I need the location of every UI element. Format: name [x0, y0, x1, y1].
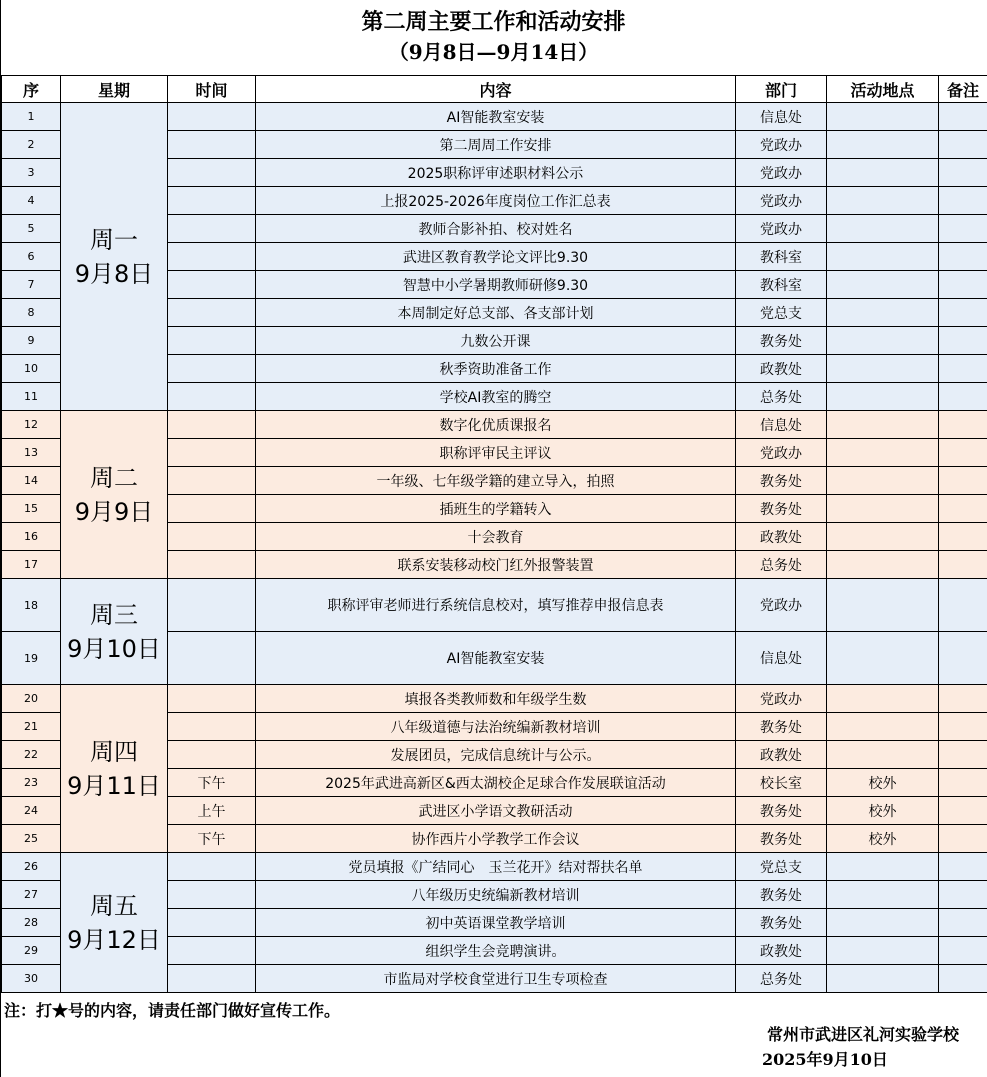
- row-location: [827, 439, 939, 467]
- row-dept: 政教处: [736, 355, 827, 383]
- row-dept: 总务处: [736, 965, 827, 993]
- row-note: [939, 271, 987, 299]
- row-dept: 政教处: [736, 523, 827, 551]
- row-seq: 20: [2, 685, 61, 713]
- row-seq: 3: [2, 159, 61, 187]
- row-seq: 29: [2, 937, 61, 965]
- row-time: [168, 632, 256, 685]
- row-content: 武进区小学语文教研活动: [256, 797, 736, 825]
- day-name: 周一: [90, 225, 138, 254]
- row-location: [827, 632, 939, 685]
- row-content: 秋季资助准备工作: [256, 355, 736, 383]
- day-name: 周二: [90, 463, 138, 492]
- day-name: 周五: [90, 891, 138, 920]
- row-dept: 党政办: [736, 215, 827, 243]
- row-note: [939, 439, 987, 467]
- row-note: [939, 713, 987, 741]
- row-note: [939, 909, 987, 937]
- row-note: [939, 187, 987, 215]
- row-time: [168, 909, 256, 937]
- row-location: [827, 187, 939, 215]
- row-location: [827, 741, 939, 769]
- row-note: [939, 467, 987, 495]
- row-dept: 教科室: [736, 271, 827, 299]
- row-seq: 19: [2, 632, 61, 685]
- row-dept: 教务处: [736, 713, 827, 741]
- table-row: [2, 103, 987, 131]
- row-seq: 28: [2, 909, 61, 937]
- row-time: [168, 383, 256, 411]
- row-location: [827, 881, 939, 909]
- row-dept: 教务处: [736, 467, 827, 495]
- row-time: [168, 937, 256, 965]
- row-dept: 教务处: [736, 881, 827, 909]
- row-content: 2025职称评审述职材料公示: [256, 159, 736, 187]
- row-location: [827, 411, 939, 439]
- row-time: [168, 741, 256, 769]
- row-seq: 25: [2, 825, 61, 853]
- row-content: 上报2025-2026年度岗位工作汇总表: [256, 187, 736, 215]
- day-name: 周三: [90, 600, 138, 629]
- row-content: 2025年武进高新区&西太湖校企足球合作发展联谊活动: [256, 769, 736, 797]
- header-location: 活动地点: [827, 76, 939, 103]
- row-note: [939, 243, 987, 271]
- row-note: [939, 769, 987, 797]
- page-title: 第二周主要工作和活动安排: [361, 9, 626, 35]
- header-day: 星期: [61, 76, 168, 103]
- row-dept: 教务处: [736, 797, 827, 825]
- row-seq: 6: [2, 243, 61, 271]
- row-time: 下午: [168, 769, 256, 797]
- row-note: [939, 523, 987, 551]
- row-time: 下午: [168, 825, 256, 853]
- row-content: 组织学生会竞聘演讲。: [256, 937, 736, 965]
- row-dept: 政教处: [736, 741, 827, 769]
- day-cell: [61, 853, 168, 993]
- row-location: [827, 383, 939, 411]
- title-block: [0, 0, 987, 75]
- row-time: 上午: [168, 797, 256, 825]
- row-content: 第二周周工作安排: [256, 131, 736, 159]
- row-content: 发展团员，完成信息统计与公示。: [256, 741, 736, 769]
- row-dept: 信息处: [736, 632, 827, 685]
- row-seq: 4: [2, 187, 61, 215]
- row-location: [827, 909, 939, 937]
- row-seq: 27: [2, 881, 61, 909]
- row-location: [827, 159, 939, 187]
- row-note: [939, 411, 987, 439]
- row-time: [168, 881, 256, 909]
- row-seq: 5: [2, 215, 61, 243]
- row-note: [939, 327, 987, 355]
- row-dept: 校长室: [736, 769, 827, 797]
- table-row: [2, 411, 987, 439]
- row-time: [168, 299, 256, 327]
- header-note: 备注: [939, 76, 987, 103]
- row-time: [168, 467, 256, 495]
- row-note: [939, 579, 987, 632]
- row-seq: 17: [2, 551, 61, 579]
- row-dept: 信息处: [736, 103, 827, 131]
- row-seq: 16: [2, 523, 61, 551]
- footer-organization: 常州市武进区礼河实验学校: [766, 1025, 959, 1044]
- row-note: [939, 299, 987, 327]
- day-date: 9月12日: [67, 925, 161, 954]
- row-seq: 8: [2, 299, 61, 327]
- row-content: 十会教育: [256, 523, 736, 551]
- row-content: 数字化优质课报名: [256, 411, 736, 439]
- row-time: [168, 965, 256, 993]
- table-row: [2, 685, 987, 713]
- row-location: [827, 299, 939, 327]
- row-seq: 7: [2, 271, 61, 299]
- row-location: 校外: [827, 769, 939, 797]
- row-seq: 23: [2, 769, 61, 797]
- table-header-row: [2, 76, 987, 103]
- row-note: [939, 965, 987, 993]
- row-time: [168, 551, 256, 579]
- row-location: [827, 713, 939, 741]
- row-note: [939, 103, 987, 131]
- row-seq: 30: [2, 965, 61, 993]
- row-dept: 党政办: [736, 579, 827, 632]
- row-time: [168, 523, 256, 551]
- row-seq: 12: [2, 411, 61, 439]
- row-dept: 党政办: [736, 439, 827, 467]
- row-note: [939, 937, 987, 965]
- day-cell: [61, 579, 168, 685]
- row-time: [168, 187, 256, 215]
- row-location: [827, 551, 939, 579]
- row-time: [168, 853, 256, 881]
- row-content: 教师合影补拍、校对姓名: [256, 215, 736, 243]
- row-content: AI智能教室安装: [256, 632, 736, 685]
- row-time: [168, 713, 256, 741]
- row-seq: 14: [2, 467, 61, 495]
- row-time: [168, 215, 256, 243]
- row-time: [168, 271, 256, 299]
- row-seq: 21: [2, 713, 61, 741]
- row-seq: 24: [2, 797, 61, 825]
- row-dept: 党政办: [736, 159, 827, 187]
- row-content: 智慧中小学暑期教师研修9.30: [256, 271, 736, 299]
- row-location: [827, 467, 939, 495]
- header-content: 内容: [256, 76, 736, 103]
- row-time: [168, 495, 256, 523]
- day-cell: [61, 103, 168, 411]
- row-dept: 总务处: [736, 551, 827, 579]
- row-location: [827, 937, 939, 965]
- schedule-table: [1, 75, 987, 993]
- day-date: 9月8日: [74, 259, 154, 288]
- row-seq: 2: [2, 131, 61, 159]
- row-content: 一年级、七年级学籍的建立导入，拍照: [256, 467, 736, 495]
- row-time: [168, 103, 256, 131]
- row-dept: 党政办: [736, 685, 827, 713]
- row-location: [827, 215, 939, 243]
- row-location: [827, 131, 939, 159]
- row-time: [168, 685, 256, 713]
- row-seq: 1: [2, 103, 61, 131]
- row-note: [939, 881, 987, 909]
- row-time: [168, 159, 256, 187]
- row-seq: 15: [2, 495, 61, 523]
- row-time: [168, 243, 256, 271]
- footer-note: 注：打★号的内容，请责任部门做好宣传工作。: [4, 1001, 341, 1020]
- row-location: [827, 685, 939, 713]
- row-note: [939, 632, 987, 685]
- row-time: [168, 327, 256, 355]
- table-row: [2, 853, 987, 881]
- header-dept: 部门: [736, 76, 827, 103]
- day-name: 周四: [90, 737, 138, 766]
- row-note: [939, 131, 987, 159]
- row-dept: 政教处: [736, 937, 827, 965]
- row-note: [939, 215, 987, 243]
- row-content: 八年级道德与法治统编新教材培训: [256, 713, 736, 741]
- row-content: 市监局对学校食堂进行卫生专项检查: [256, 965, 736, 993]
- row-dept: 教务处: [736, 909, 827, 937]
- page-subtitle: （9月8日—9月14日）: [388, 40, 599, 64]
- table-row: [2, 579, 987, 632]
- row-dept: 教务处: [736, 825, 827, 853]
- row-content: 党员填报《广结同心 玉兰花开》结对帮扶名单: [256, 853, 736, 881]
- row-location: [827, 853, 939, 881]
- row-dept: 教务处: [736, 495, 827, 523]
- row-seq: 9: [2, 327, 61, 355]
- row-content: 学校AI教室的腾空: [256, 383, 736, 411]
- row-dept: 信息处: [736, 411, 827, 439]
- row-content: 职称评审老师进行系统信息校对，填写推荐申报信息表: [256, 579, 736, 632]
- row-content: 八年级历史统编新教材培训: [256, 881, 736, 909]
- row-dept: 党政办: [736, 131, 827, 159]
- day-date: 9月11日: [67, 771, 161, 800]
- row-content: 初中英语课堂教学培训: [256, 909, 736, 937]
- row-seq: 22: [2, 741, 61, 769]
- row-content: 武进区教育教学论文评比9.30: [256, 243, 736, 271]
- row-note: [939, 355, 987, 383]
- row-content: 填报各类教师数和年级学生数: [256, 685, 736, 713]
- row-content: 联系安装移动校门红外报警装置: [256, 551, 736, 579]
- day-date: 9月9日: [74, 497, 154, 526]
- footer-date: 2025年9月10日: [762, 1050, 888, 1069]
- row-content: 本周制定好总支部、各支部计划: [256, 299, 736, 327]
- day-cell: [61, 411, 168, 579]
- day-cell: [61, 685, 168, 853]
- row-note: [939, 741, 987, 769]
- day-date: 9月10日: [67, 634, 161, 663]
- row-seq: 11: [2, 383, 61, 411]
- row-content: 九数公开课: [256, 327, 736, 355]
- row-time: [168, 579, 256, 632]
- row-location: [827, 271, 939, 299]
- row-location: [827, 103, 939, 131]
- row-note: [939, 825, 987, 853]
- row-location: [827, 579, 939, 632]
- row-dept: 教科室: [736, 243, 827, 271]
- row-time: [168, 131, 256, 159]
- header-seq: 序: [2, 76, 61, 103]
- row-note: [939, 383, 987, 411]
- row-location: 校外: [827, 825, 939, 853]
- row-dept: 党总支: [736, 853, 827, 881]
- row-location: [827, 523, 939, 551]
- row-seq: 13: [2, 439, 61, 467]
- row-note: [939, 495, 987, 523]
- row-location: 校外: [827, 797, 939, 825]
- row-dept: 教务处: [736, 327, 827, 355]
- row-dept: 党总支: [736, 299, 827, 327]
- row-note: [939, 853, 987, 881]
- row-content: 职称评审民主评议: [256, 439, 736, 467]
- header-time: 时间: [168, 76, 256, 103]
- row-note: [939, 159, 987, 187]
- row-content: 插班生的学籍转入: [256, 495, 736, 523]
- row-time: [168, 439, 256, 467]
- row-location: [827, 495, 939, 523]
- row-seq: 10: [2, 355, 61, 383]
- row-location: [827, 327, 939, 355]
- row-dept: 党政办: [736, 187, 827, 215]
- row-content: 协作西片小学教学工作会议: [256, 825, 736, 853]
- row-note: [939, 797, 987, 825]
- row-content: AI智能教室安装: [256, 103, 736, 131]
- row-note: [939, 551, 987, 579]
- row-time: [168, 411, 256, 439]
- row-seq: 26: [2, 853, 61, 881]
- row-time: [168, 355, 256, 383]
- row-note: [939, 685, 987, 713]
- row-location: [827, 355, 939, 383]
- row-location: [827, 965, 939, 993]
- row-seq: 18: [2, 579, 61, 632]
- row-dept: 总务处: [736, 383, 827, 411]
- row-location: [827, 243, 939, 271]
